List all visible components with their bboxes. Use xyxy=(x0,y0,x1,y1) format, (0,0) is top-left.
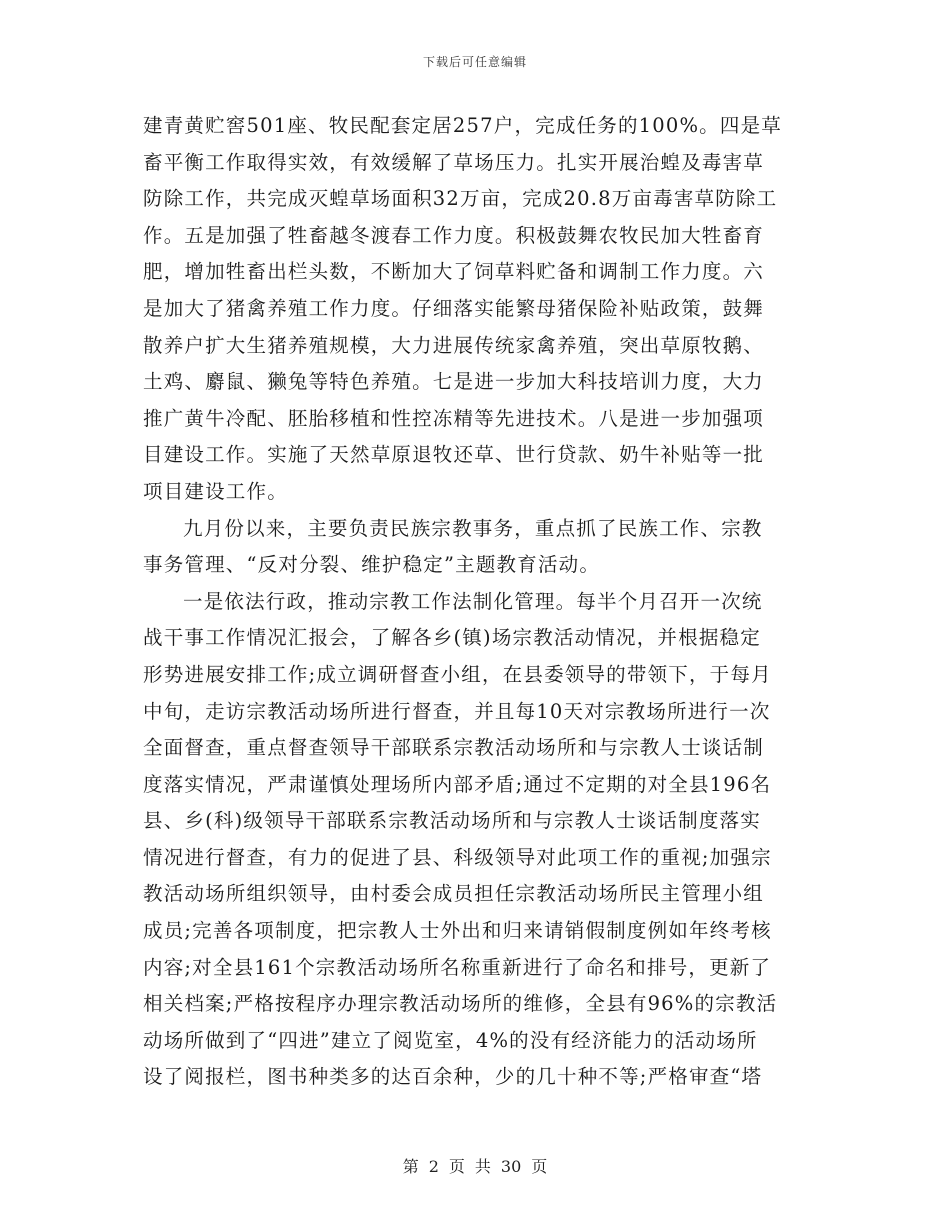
footer-prefix: 第 xyxy=(402,1157,419,1176)
text-line: 度落实情况，严肃谨慎处理场所内部矛盾;通过不定期的对全县196名 xyxy=(143,772,772,796)
text-line: 内容;对全县161个宗教活动场所名称重新进行了命名和排号，更新了 xyxy=(143,955,772,979)
text-line: 教活动场所组织领导，由村委会成员担任宗教活动场所民主管理小组 xyxy=(143,882,765,906)
text-line: 畜平衡工作取得实效，有效缓解了草场压力。扎实开展治蝗及毒害草 xyxy=(143,150,765,174)
text-line: 作。五是加强了牲畜越冬渡春工作力度。积极鼓舞农牧民加大牲畜育 xyxy=(143,223,765,247)
text-line: 一是依法行政，推动宗教工作法制化管理。每半个月召开一次统 xyxy=(183,589,763,613)
text-line: 县、乡(科)级领导干部联系宗教活动场所和与宗教人士谈话制度落实 xyxy=(143,809,761,833)
text-line: 肥，增加牲畜出栏头数，不断加大了饲草料贮备和调制工作力度。六 xyxy=(143,260,765,284)
text-line: 全面督查，重点督查领导干部联系宗教活动场所和与宗教人士谈话制 xyxy=(143,736,765,760)
paragraph xyxy=(143,584,813,1096)
text-line: 项目建设工作。 xyxy=(143,479,288,503)
text-line: 成员;完善各项制度，把宗教人士外出和归来请销假制度例如年终考核 xyxy=(143,919,772,943)
page-header: 下载后可任意编辑 xyxy=(422,55,527,69)
footer-middle: 页 xyxy=(448,1157,465,1176)
text-line: 防除工作，共完成灭蝗草场面积32万亩，完成20.8万亩毒害草防除工 xyxy=(143,187,778,211)
text-line: 目建设工作。实施了天然草原退牧还草、世行贷款、奶牛补贴等一批 xyxy=(143,443,765,467)
page-number: 2 xyxy=(428,1157,439,1176)
text-line: 是加大了猪禽养殖工作力度。仔细落实能繁母猪保险补贴政策，鼓舞 xyxy=(143,296,765,320)
text-line: 推广黄牛冷配、胚胎移植和性控冻精等先进技术。八是进一步加强项 xyxy=(143,406,765,430)
text-line: 战干事工作情况汇报会，了解各乡(镇)场宗教活动情况，并根据稳定 xyxy=(143,626,761,650)
text-line: 九月份以来，主要负责民族宗教事务，重点抓了民族工作、宗教 xyxy=(183,516,763,540)
text-line: 形势进展安排工作;成立调研督查小组，在县委领导的带领下，于每月 xyxy=(143,662,772,686)
text-line: 建青黄贮窖501座、牧民配套定居257户，完成任务的100%。四是草 xyxy=(143,114,782,137)
text-line: 散养户扩大生猪养殖规模，大力进展传统家禽养殖，突出草原牧鹅、 xyxy=(143,333,765,357)
text-line: 中旬，走访宗教活动场所进行督查，并且每10天对宗教场所进行一次 xyxy=(143,699,771,723)
text-line: 情况进行督查，有力的促进了县、科级领导对此项工作的重视;加强宗 xyxy=(143,845,772,869)
text-line: 设了阅报栏，图书种类多的达百余种，少的几十种不等;严格审查“塔 xyxy=(143,1065,763,1089)
text-line: 土鸡、麝鼠、獭兔等特色养殖。七是进一步加大科技培训力度，大力 xyxy=(143,370,765,394)
page-footer xyxy=(0,1154,950,1177)
footer-suffix: 页 xyxy=(531,1157,548,1176)
paragraph xyxy=(143,108,813,511)
text-line: 相关档案;严格按程序办理宗教活动场所的维修，全县有96%的宗教活 xyxy=(143,992,778,1016)
footer-total-label: 共 xyxy=(474,1157,491,1176)
paragraph xyxy=(143,511,813,584)
total-pages: 30 xyxy=(500,1157,522,1176)
text-line: 动场所做到了“四进”建立了阅览室，4%的没有经济能力的活动场所 xyxy=(143,1028,758,1052)
text-line: 事务管理、“反对分裂、维护稳定”主题教育活动。 xyxy=(143,553,601,577)
document-body xyxy=(143,108,813,1096)
